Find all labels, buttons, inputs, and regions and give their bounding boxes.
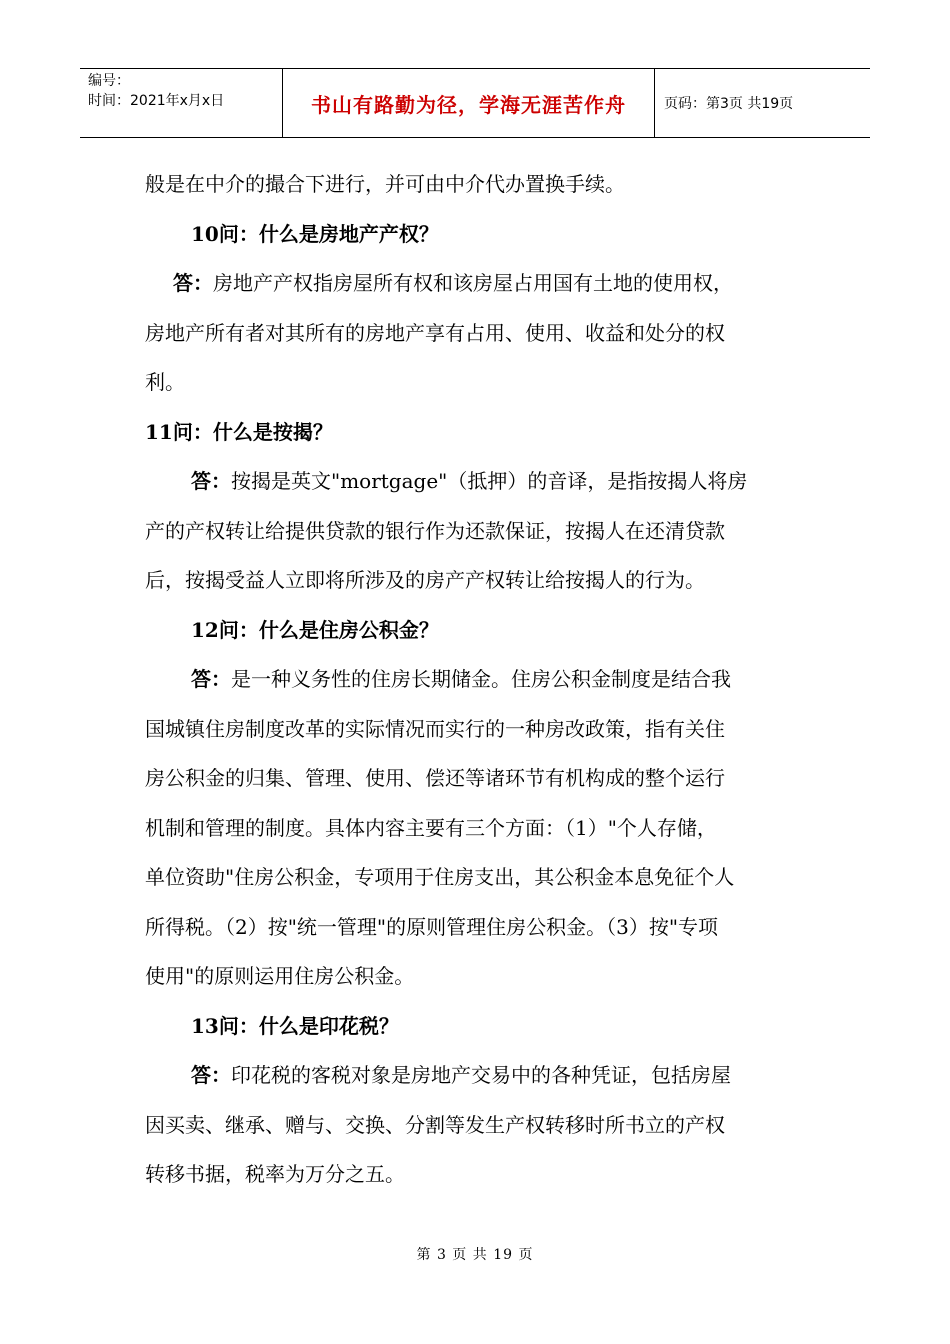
paragraph-continuation: 般是在中介的撮合下进行，并可由中介代办置换手续。 [145,172,625,196]
answer-line [145,457,810,507]
answer-line: 转移书据，税率为万分之五。 [145,1162,405,1186]
header-motto: 书山有路勤为径，学海无涯苦作舟 [311,92,626,117]
answer-label: 答： [191,469,231,493]
question-heading: 11问：什么是按揭？ [145,419,333,444]
answer-line: 房公积金的归集、管理、使用、偿还等诸环节有机构成的整个运行 [145,766,725,790]
header-divider [654,69,655,137]
answer-line: 利。 [145,370,185,394]
question-heading: 10问：什么是房地产产权？ [191,221,439,246]
answer-line [145,259,810,309]
question-heading: 12问：什么是住房公积金？ [191,617,439,642]
answer-text: 是一种义务性的住房长期储金。住房公积金制度是结合我 [231,667,731,691]
answer-text: 印花税的客税对象是房地产交易中的各种凭证，包括房屋 [231,1063,731,1087]
answer-line [145,1051,810,1101]
document-number-label: 编号： [88,73,130,89]
answer-line: 单位资助"住房公积金，专项用于住房支出，其公积金本息免征个人 [145,865,735,889]
answer-line: 机制和管理的制度。具体内容主要有三个方面：（1）"个人存储， [145,815,717,840]
document-header [80,68,870,138]
answer-text: 房地产产权指房屋所有权和该房屋占用国有土地的使用权， [213,271,733,295]
answer-label: 答： [173,271,213,295]
document-time-label: 时间：2021年x月x日 [88,93,225,109]
answer-line: 国城镇住房制度改革的实际情况而实行的一种房改政策，指有关住 [145,716,725,741]
header-page-info: 页码：第3页 共19页 [664,96,794,112]
document-body [145,160,810,1200]
answer-label: 答： [191,667,231,691]
answer-line: 产的产权转让给提供贷款的银行作为还款保证，按揭人在还清贷款 [145,518,725,543]
page-footer: 第 3 页 共 19 页 [416,1247,534,1263]
answer-line: 因买卖、继承、赠与、交换、分割等发生产权转移时所书立的产权 [145,1112,725,1137]
answer-text: 按揭是英文"mortgage"（抵押）的音译，是指按揭人将房 [231,469,748,493]
header-meta [88,71,224,111]
question-heading: 13问：什么是印花税？ [191,1013,399,1038]
answer-line: 所得税。（2）按"统一管理"的原则管理住房公积金。（3）按"专项 [145,914,719,939]
answer-line: 后，按揭受益人立即将所涉及的房产产权转让给按揭人的行为。 [145,568,705,592]
answer-line: 使用"的原则运用住房公积金。 [145,964,415,988]
answer-line [145,655,810,705]
answer-line: 房地产所有者对其所有的房地产享有占用、使用、收益和处分的权 [145,320,725,345]
answer-label: 答： [191,1063,231,1087]
